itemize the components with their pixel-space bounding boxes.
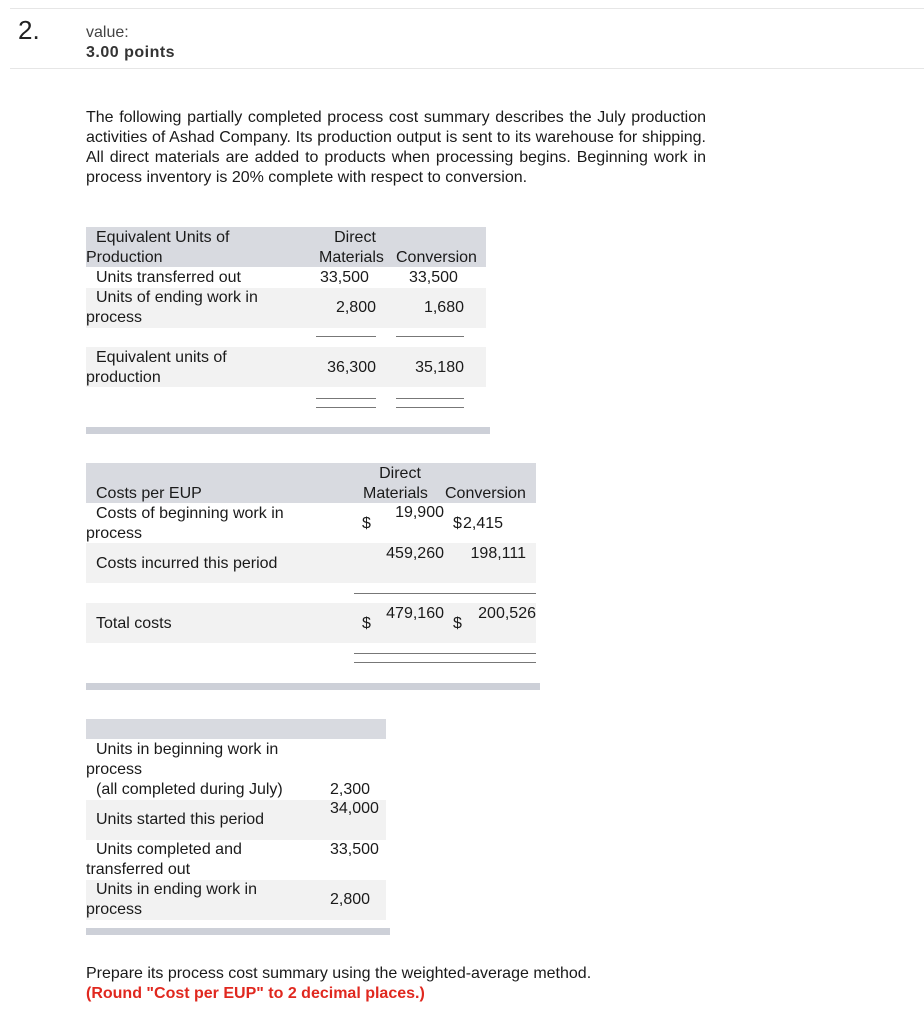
header-divider xyxy=(10,68,924,69)
cost-row-beginning-label-line2: process xyxy=(86,525,143,542)
eup-table-footer-bar xyxy=(86,427,490,434)
cost-total-dm-symbol: $ xyxy=(362,615,371,632)
cost-col-dm-line1: Direct xyxy=(379,465,421,482)
cost-double-rule-1 xyxy=(354,653,536,654)
eup-title-line1: Equivalent Units of xyxy=(96,229,230,246)
cost-row-incurred-conv: 198,111 xyxy=(470,545,526,562)
rounding-note: (Round "Cost per EUP" to 2 decimal places.) xyxy=(86,985,425,1002)
units-row-started-value: 34,000 xyxy=(330,800,379,817)
eup-row-ending-label-line1: Units of ending work in xyxy=(96,289,258,306)
cost-row-beginning-dm-symbol: $ xyxy=(362,515,371,532)
eup-row-ending-dm: 2,800 xyxy=(335,299,376,316)
units-row-completed-label-line1: Units completed and xyxy=(96,841,242,858)
eup-double-rule-dm-2 xyxy=(316,407,376,408)
eup-subtotal-rule-conv xyxy=(396,336,464,337)
cost-col-dm-line2: Materials xyxy=(363,485,428,502)
instruction xyxy=(86,964,706,1004)
eup-total-conv: 35,180 xyxy=(415,359,464,376)
value-label: value: xyxy=(86,24,129,41)
cost-total-conv: 200,526 xyxy=(478,605,536,622)
cost-row-incurred-label: Costs incurred this period xyxy=(96,555,278,572)
cost-col-conv: Conversion xyxy=(445,485,526,502)
units-row-ending-value: 2,800 xyxy=(330,891,371,908)
top-divider xyxy=(10,8,924,9)
eup-col-conv: Conversion xyxy=(396,249,477,266)
units-row-completed-label-line2: transferred out xyxy=(86,861,191,878)
cost-row-beginning-dm: 19,900 xyxy=(395,504,444,521)
units-row-beginning-label-line3: (all completed during July) xyxy=(96,781,283,798)
cost-title: Costs per EUP xyxy=(96,485,202,502)
units-header-band xyxy=(86,719,386,739)
units-row-started-label: Units started this period xyxy=(96,811,265,828)
units-row-beginning-label-line2: process xyxy=(86,761,143,778)
cost-total-dm: 479,160 xyxy=(386,605,444,622)
eup-double-rule-conv-2 xyxy=(396,407,464,408)
eup-col-dm-line1: Direct xyxy=(334,229,376,246)
cost-row-beginning-label-line1: Costs of beginning work in xyxy=(96,505,284,522)
cost-table-footer-bar xyxy=(86,683,540,690)
eup-row-transferred-label: Units transferred out xyxy=(96,269,241,286)
units-row-completed-value: 33,500 xyxy=(330,841,379,858)
points-value: 3.00 points xyxy=(86,44,176,61)
units-row-ending-label-line2: process xyxy=(86,901,143,918)
units-table-footer-bar xyxy=(86,928,390,935)
eup-total-dm: 36,300 xyxy=(327,359,376,376)
cost-row-beginning-conv-symbol: $ xyxy=(453,515,462,532)
units-row-beginning-value: 2,300 xyxy=(330,781,371,798)
instruction-text: Prepare its process cost summary using the weighted-average method. xyxy=(86,965,592,982)
cost-row-incurred-dm: 459,260 xyxy=(386,545,444,562)
cost-subtotal-rule xyxy=(354,593,536,594)
cost-total-label: Total costs xyxy=(96,615,172,632)
eup-double-rule-conv-1 xyxy=(396,398,464,399)
eup-total-label-line2: production xyxy=(86,369,161,386)
units-row-beginning-label-line1: Units in beginning work in xyxy=(96,741,279,758)
cost-total-conv-symbol: $ xyxy=(453,615,462,632)
cost-double-rule-2 xyxy=(354,662,536,663)
eup-col-dm-line2: Materials xyxy=(319,249,384,266)
eup-row-transferred-conv: 33,500 xyxy=(409,269,458,286)
eup-subtotal-rule-dm xyxy=(316,336,376,337)
cost-row-beginning-conv: 2,415 xyxy=(463,515,504,532)
question-intro: The following partially completed process cost summary describes the July production activities of Ashad Company. Its production output is sent to its warehouse for shipping. All direct materials are added to products when processing begins. Beginning work in process inventory is 20% complete with respect to conversion. xyxy=(86,109,706,186)
question-number: 2. xyxy=(18,15,40,45)
eup-row-ending-conv: 1,680 xyxy=(423,299,464,316)
eup-row-transferred-dm: 33,500 xyxy=(320,269,369,286)
eup-total-label-line1: Equivalent units of xyxy=(96,349,227,366)
units-row-ending-label-line1: Units in ending work in xyxy=(96,881,257,898)
eup-row-ending-label-line2: process xyxy=(86,309,143,326)
eup-title-line2: Production xyxy=(86,249,163,266)
eup-double-rule-dm-1 xyxy=(316,398,376,399)
